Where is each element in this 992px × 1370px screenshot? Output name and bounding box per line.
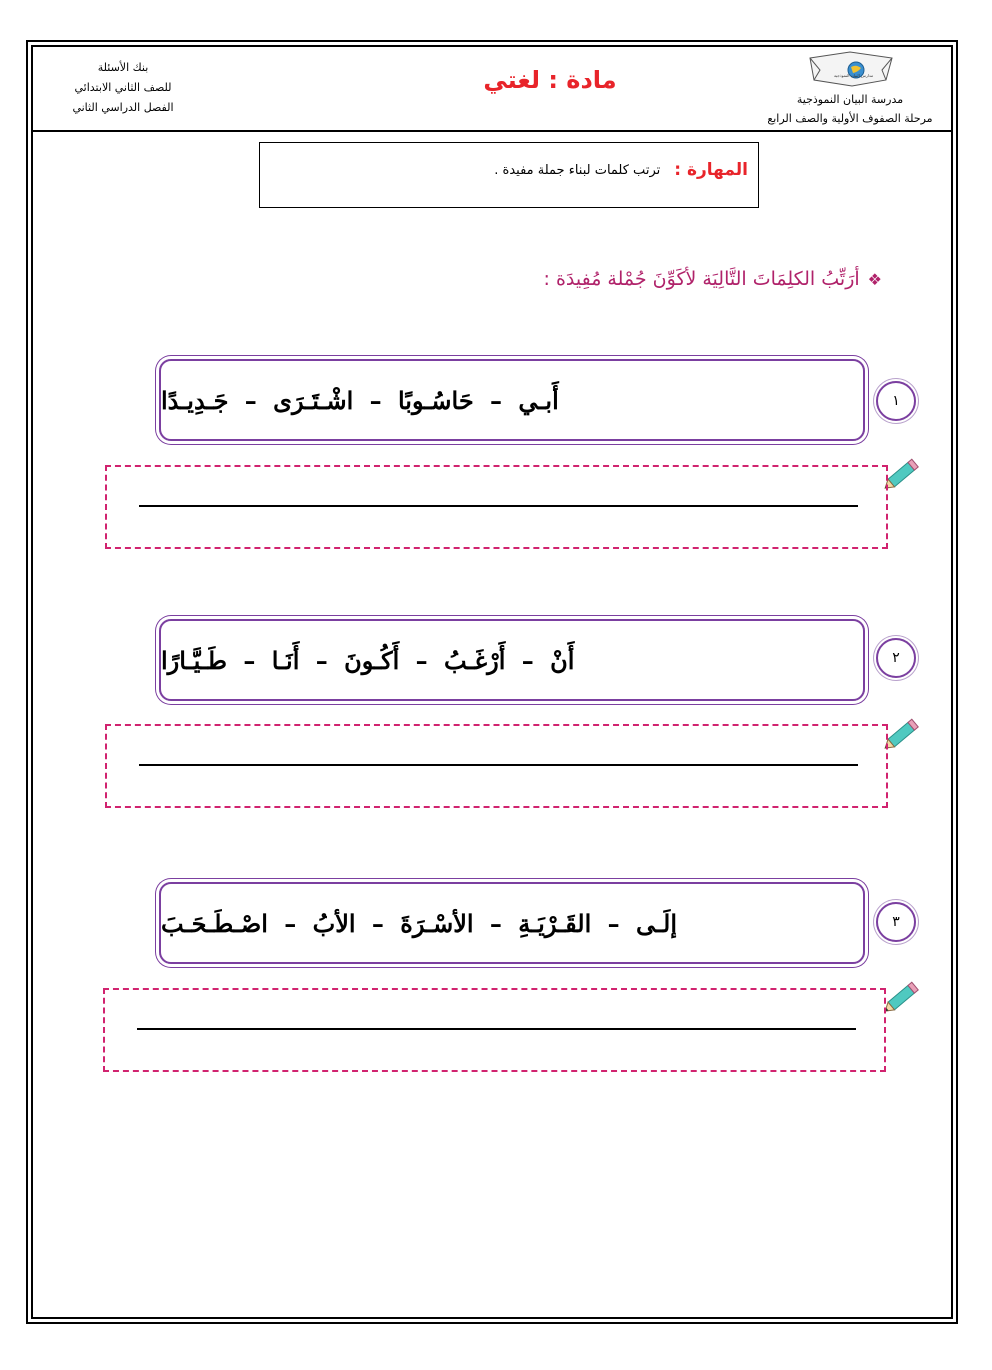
logo-caption: مدارس البيان النموذجية	[834, 73, 874, 78]
header-right-block	[740, 90, 960, 128]
header-left-block	[48, 58, 198, 118]
skill-text: ترتب كلمات لبناء جملة مفيدة .	[494, 162, 661, 178]
pencil-icon	[880, 975, 924, 1019]
exercise-number-2: ٢	[876, 638, 916, 678]
scrambled-words-2: أَنْ – أَرْغَـبُ – أَكُـونَ – أَنَـا – طَـيَّـارًا	[161, 645, 575, 675]
answer-line	[137, 1028, 856, 1030]
school-logo-icon	[806, 50, 896, 90]
skill-box	[259, 142, 759, 208]
skill-label: المهارة :	[674, 160, 748, 180]
answer-box-3[interactable]	[103, 988, 886, 1072]
diamond-bullet-icon: ❖	[867, 269, 882, 289]
word-box-2	[159, 619, 865, 701]
scrambled-words-3: إلَـى – القَـرْيَـةِ – الأسْـرَةَ – الأبُ – اصْـطَـحَـبَ	[161, 908, 677, 938]
answer-line	[139, 505, 858, 507]
word-box-1	[159, 359, 865, 441]
exercise-number-3: ٣	[876, 902, 916, 942]
answer-box-1[interactable]	[105, 465, 888, 549]
question-bank-label: بنك الأسئلة	[97, 61, 149, 74]
instruction-heading	[544, 268, 883, 290]
school-stage: مرحلة الصفوف الأولية والصف الرابع	[767, 112, 933, 125]
scrambled-words-1: أَبـي – حَاسُـوبًا – اشْـتَـرَى – جَـدِيـدًا	[161, 385, 559, 415]
subject-title: مادة : لغتي	[483, 66, 617, 94]
instruction-text: أرَتِّبُ الكلِمَاتَ التَّالِيَة لأكَوِّنَ جُمْلة مُفِيدَة :	[543, 268, 860, 290]
word-box-3	[159, 882, 865, 964]
exercise-number-1: ١	[876, 381, 916, 421]
grade-label: للصف الثاني الابتدائي	[74, 81, 172, 94]
school-name: مدرسة البيان النموذجية	[796, 93, 904, 106]
header-divider	[31, 130, 953, 132]
semester-label: الفصل الدراسي الثاني	[72, 101, 174, 114]
answer-box-2[interactable]	[105, 724, 888, 808]
answer-line	[139, 764, 858, 766]
